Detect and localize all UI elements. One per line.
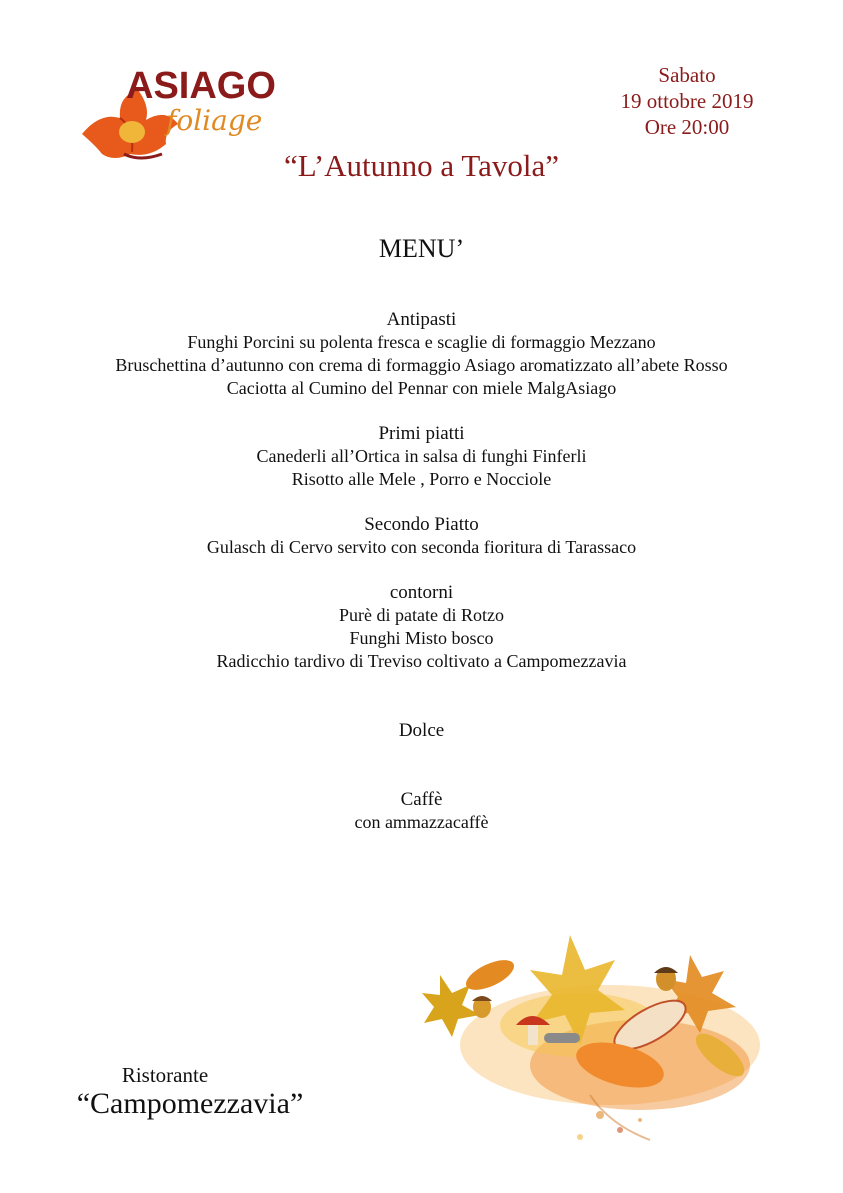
section-secondo: [0, 513, 843, 559]
restaurant-name: “Campomezzavia”: [76, 1087, 304, 1120]
menu-item: con ammazzacaffè: [354, 812, 489, 832]
section-heading: Dolce: [398, 720, 445, 741]
menu-body: [0, 308, 843, 834]
section-primi: [0, 422, 843, 491]
section-heading: Primi piatti: [378, 423, 465, 444]
menu-item: Purè di patate di Rotzo: [339, 605, 504, 625]
logo-word: ASIAGO: [126, 65, 276, 107]
event-date: 19 ottobre 2019: [620, 89, 754, 113]
logo-subtitle: foliage: [166, 104, 263, 137]
section-contorni: [0, 581, 843, 673]
event-date-block: [612, 62, 762, 140]
menu-title: MENU’: [378, 234, 465, 263]
menu-item: Funghi Porcini su polenta fresca e scaglie di formaggio Mezzano: [187, 332, 656, 352]
menu-item: Caciotta al Cumino del Pennar con miele MalgAsiago: [226, 378, 617, 398]
section-antipasti: [0, 308, 843, 400]
menu-item: Funghi Misto bosco: [349, 628, 494, 648]
section-dolce: [0, 719, 843, 742]
section-heading: Secondo Piatto: [364, 514, 479, 535]
menu-item: Gulasch di Cervo servito con seconda fioritura di Tarassaco: [206, 537, 637, 557]
section-caffe: [0, 788, 843, 834]
event-time: Ore 20:00: [644, 115, 730, 139]
menu-item: Risotto alle Mele , Porro e Nocciole: [291, 469, 552, 489]
section-heading: Antipasti: [386, 309, 457, 330]
restaurant-label: Ristorante: [121, 1063, 209, 1087]
event-title: “L’Autunno a Tavola”: [283, 148, 560, 183]
menu-item: Canederli all’Ortica in salsa di funghi Finferli: [256, 446, 587, 466]
menu-item: Bruschettina d’autunno con crema di formaggio Asiago aromatizzato all’abete Rosso: [115, 355, 728, 375]
section-heading: contorni: [389, 582, 454, 603]
menu-item: Radicchio tardivo di Treviso coltivato a Campomezzavia: [216, 651, 627, 671]
event-day: Sabato: [658, 63, 716, 87]
section-heading: Caffè: [400, 789, 443, 810]
autumn-leaves-illustration: [420, 915, 760, 1155]
